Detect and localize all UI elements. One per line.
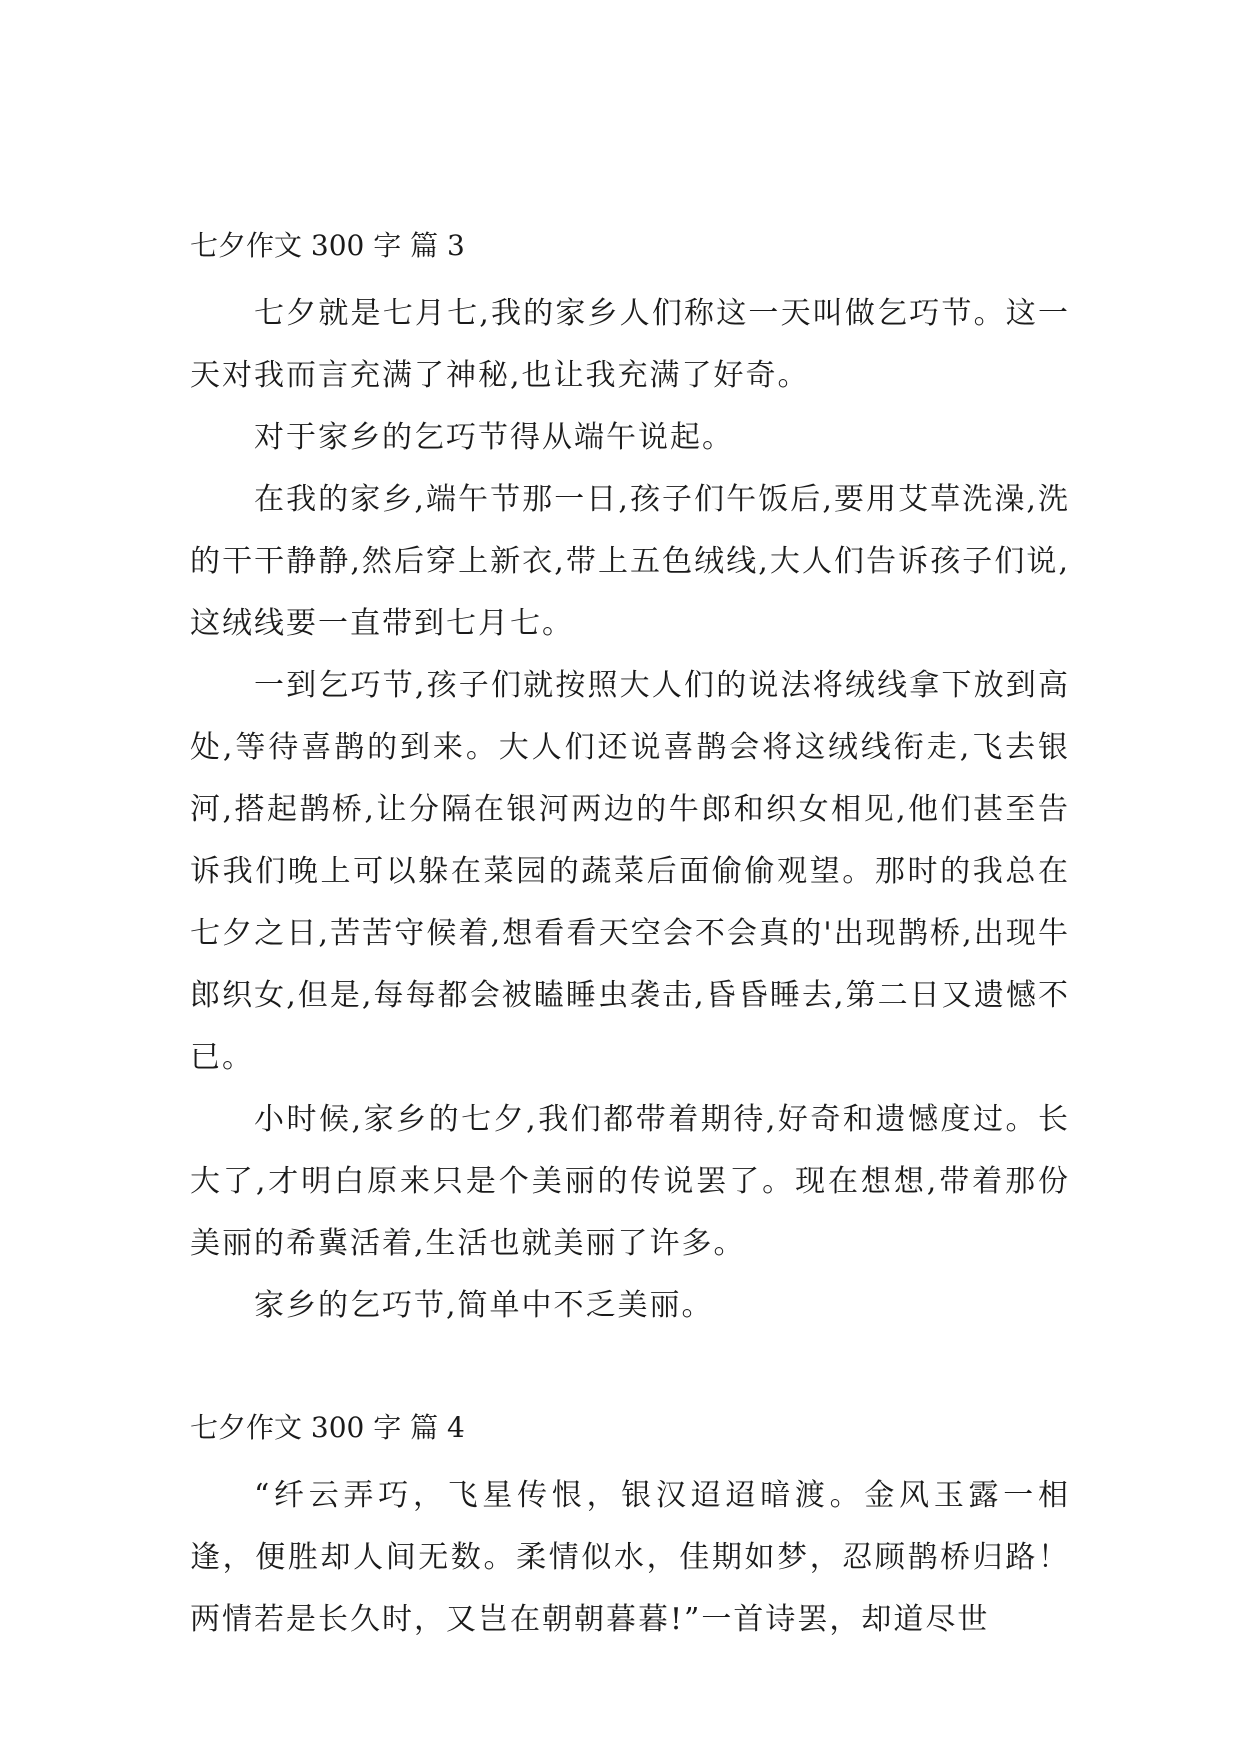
- essay-section-4: [190, 1407, 1070, 1651]
- section-title: 七夕作文 300 字 篇 3: [190, 229, 465, 262]
- paragraph: 七夕就是七月七,我的家乡人们称这一天叫做乞巧节。这一天对我而言充满了神秘,也让我充满了好奇。: [190, 296, 1070, 393]
- paragraph: 小时候,家乡的七夕,我们都带着期待,好奇和遗憾度过。长大了,才明白原来只是个美丽的传说罢了。现在想想,带着那份美丽的希冀活着,生活也就美丽了许多。: [190, 1102, 1070, 1261]
- essay-section-3: [190, 225, 1070, 1337]
- paragraph: 在我的家乡,端午节那一日,孩子们午饭后,要用艾草洗澡,洗的干干静静,然后穿上新衣,带上五色绒线,大人们告诉孩子们说,这绒线要一直带到七月七。: [190, 482, 1070, 641]
- paragraph: 一到乞巧节,孩子们就按照大人们的说法将绒线拿下放到高处,等待喜鹊的到来。大人们还说喜鹊会将这绒线衔走,飞去银河,搭起鹊桥,让分隔在银河两边的牛郎和织女相见,他们甚至告诉我们晚上可以躲在菜园的蔬菜后面偷偷观望。那时的我总在七夕之日,苦苦守候着,想看看天空会不会真的'出现鹊桥,出现牛郎织女,但是,每每都会被瞌睡虫袭击,昏昏睡去,第二日又遗憾不已。: [190, 668, 1070, 1075]
- section-title: 七夕作文 300 字 篇 4: [190, 1411, 465, 1444]
- paragraph: “纤云弄巧，飞星传恨，银汉迢迢暗渡。金风玉露一相逢，便胜却人间无数。柔情似水，佳期如梦，忍顾鹊桥归路！两情若是长久时，又岂在朝朝暮暮!”一首诗罢，却道尽世: [190, 1478, 1070, 1637]
- document-body: [190, 225, 1070, 1689]
- paragraph: 对于家乡的乞巧节得从端午说起。: [254, 420, 734, 455]
- paragraph: 家乡的乞巧节,简单中不乏美丽。: [254, 1288, 714, 1323]
